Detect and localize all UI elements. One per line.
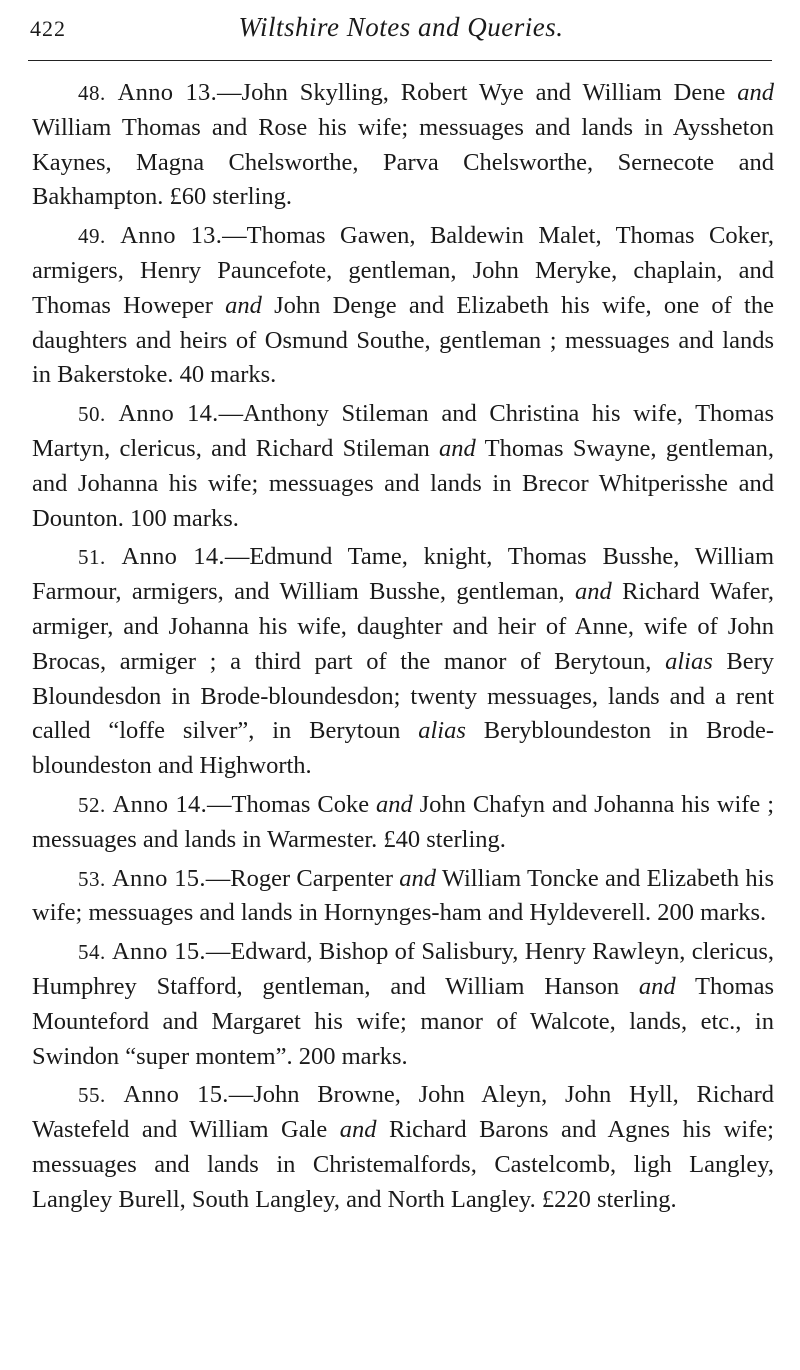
entry-54 (32, 935, 774, 1074)
entry-anno: Anno 15. (123, 1081, 229, 1109)
entry-text: —Edward, Bishop of Salisbury, Henry Rawleyn, clericus, Humphrey Stafford, gentleman, and William Hanson (32, 938, 775, 1000)
entry-50 (32, 397, 774, 536)
entry-text: —Thomas Coke (207, 790, 376, 818)
entry-55 (32, 1078, 774, 1217)
entry-text: —Thomas Gawen, Baldewin Malet, Thomas Coker, armigers, Henry Pauncefote, gentleman, John Meryke, chaplain, and Thomas Howeper (32, 222, 774, 319)
entry-text: —Anthony Stileman and Christina his wife, Thomas Martyn, clericus, and Richard Stileman (32, 400, 775, 462)
entry-text: Richard Barons and Agnes his wife; messuages and lands in Christemalfords, Castelcomb, ligh Langley, Langley Burell, South Langley, and North Langley. £220 sterling. (32, 1116, 774, 1213)
entry-text: William Toncke and Elizabeth his wife; messuages and lands in Hornynges-ham and Hyldeverell. 200 marks. (32, 864, 775, 927)
entry-anno: Anno 15. (112, 864, 206, 892)
entry-anno: Anno 14. (121, 543, 225, 571)
entry-and: and (737, 79, 774, 106)
entry-number: 51. (78, 545, 106, 570)
entry-49 (32, 219, 774, 393)
entry-51 (32, 540, 774, 784)
entry-text: Thomas Swayne, gentleman, and Johanna his wife; messuages and lands in Brecor Whitperisshe and Dounton. 100 marks. (32, 434, 774, 532)
entry-anno: Anno 13. (120, 222, 223, 250)
entry-text: John Denge and Elizabeth his wife, one of the daughters and heirs of Osmund Southe, gentleman ; messuages and lands in Bakerstoke. 40 marks. (32, 291, 774, 389)
entry-and: and (399, 864, 437, 892)
entry-text: John Chafyn and Johanna his wife ; messuages and lands in Warmester. £40 sterling. (32, 790, 775, 853)
entry-text: Berybloundeston in Brode-bloundeston and Highworth. (32, 717, 774, 780)
entry-anno: Anno 13. (117, 79, 218, 106)
entry-and: and (375, 790, 413, 818)
entry-48 (32, 76, 774, 215)
entry-alias: alias (665, 647, 713, 675)
header-rule (28, 60, 772, 61)
entry-number: 52. (78, 792, 106, 817)
entry-number: 49. (78, 224, 106, 249)
entry-and: and (638, 972, 676, 1000)
entries-list (32, 76, 774, 1222)
entry-and: and (225, 291, 262, 319)
entry-and: and (439, 434, 476, 462)
entry-number: 54. (78, 940, 106, 965)
entry-number: 55. (78, 1083, 106, 1108)
entry-text: Richard Wafer, armiger, and Johanna his wife, daughter and heir of Anne, wife of John Brocas, armiger ; a third part of the manor of Berytoun, (32, 578, 774, 675)
entry-and: and (574, 578, 612, 606)
entry-text: —Roger Carpenter (205, 864, 400, 892)
page-number: 422 (30, 16, 66, 41)
entry-anno: Anno 14. (118, 400, 219, 428)
entry-and: and (339, 1116, 377, 1144)
entry-number: 48. (78, 81, 106, 105)
running-title: Wiltshire Notes and Queries. (238, 12, 564, 42)
entry-anno: Anno 15. (112, 938, 206, 966)
entry-text: Thomas Mounteford and Margaret his wife; manor of Walcote, lands, etc., in Swindon “super montem”. 200 marks. (32, 972, 774, 1070)
entry-alias: alias (418, 717, 466, 745)
entry-text: —John Browne, John Aleyn, John Hyll, Richard Wastefeld and William Gale (32, 1081, 775, 1144)
entry-53 (32, 862, 774, 932)
entry-text: William Thomas and Rose his wife; messuages and lands in Ayssheton Kaynes, Magna Chelsworthe, Parva Chelsworthe, Sernecote and Bakhampton. £60 sterling. (32, 113, 774, 211)
entry-52 (32, 788, 774, 858)
page-header (30, 12, 772, 48)
entry-number: 53. (78, 866, 106, 891)
entry-text: —Edmund Tame, knight, Thomas Busshe, William Farmour, armigers, and William Busshe, gentleman, (32, 543, 775, 606)
entry-text: —John Skylling, Robert Wye and William Dene (217, 79, 738, 106)
entry-text: Bery Bloundesdon in Brode-bloundesdon; twenty messuages, lands and a rent called “loffe silver”, in Berytoun (32, 647, 774, 745)
entry-anno: Anno 14. (112, 790, 208, 818)
entry-number: 50. (78, 402, 106, 427)
